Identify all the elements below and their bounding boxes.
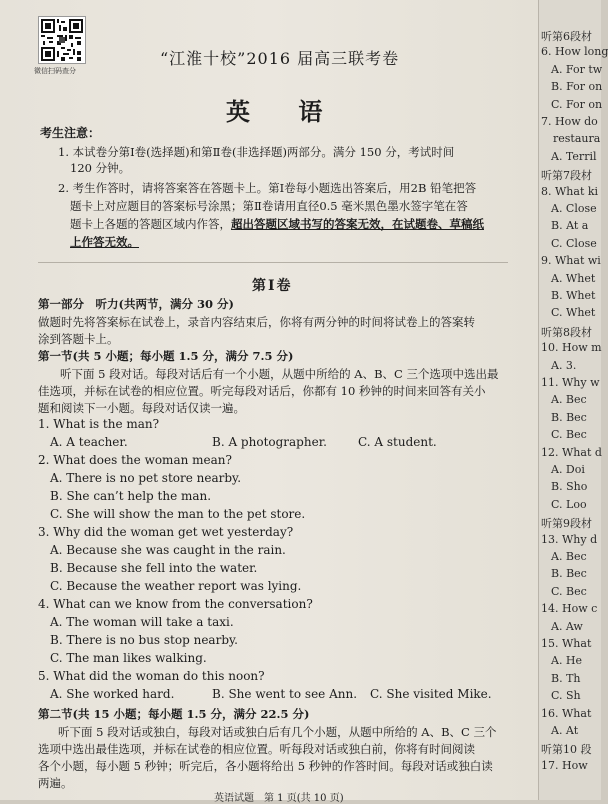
- q2-option-c[interactable]: C. She will show the man to the pet store.: [50, 507, 306, 521]
- adjacent-page-line: B. Bec: [551, 410, 587, 424]
- q1-option-a[interactable]: A. A teacher.: [50, 435, 128, 449]
- section2-line2: 选项中选出最佳选项，并标在试卷的相应位置。听每段对话或独白前，你将有时间阅读: [38, 742, 475, 756]
- adjacent-page-line: B. At a: [551, 219, 589, 233]
- question-5: 5. What did the woman do this noon?: [38, 669, 265, 683]
- notice-item2-line3: [70, 216, 484, 232]
- adjacent-page-line: 听第10 段: [541, 743, 592, 757]
- adjacent-page-line: A. Terril: [551, 149, 597, 163]
- adjacent-page-line: 11. Why w: [541, 376, 600, 389]
- adjacent-page-line: 听第6段材: [541, 30, 592, 43]
- adjacent-page-line: A. Doi: [551, 463, 585, 476]
- page-footer: 英语试题 第 1 页(共 10 页): [214, 793, 344, 804]
- part1-heading: 第一部分 听力(共两节，满分 30 分): [38, 297, 234, 311]
- adjacent-page-line: 13. Why d: [541, 532, 598, 546]
- adjacent-page-line: C. Bec: [551, 428, 587, 442]
- adjacent-page-line: B. Sho: [551, 480, 588, 494]
- section2-line3: 各个小题，每小题 5 秒钟；听完后，各小题将给出 5 秒钟的作答时间。每段对话或独白读: [38, 759, 493, 773]
- adjacent-page-line: C. Sh: [551, 689, 581, 703]
- q3-option-b[interactable]: B. Because she fell into the water.: [50, 561, 258, 575]
- exam-title: “江淮十校”2016 届高三联考卷: [160, 49, 400, 68]
- q3-option-a[interactable]: A. Because she was caught in the rain.: [50, 543, 286, 557]
- adjacent-page-edge: [538, 0, 608, 800]
- volume-title: 第Ⅰ卷: [252, 278, 293, 294]
- q2-option-b[interactable]: B. She can’t help the man.: [50, 489, 212, 503]
- adjacent-page-line: 14. How c: [541, 602, 598, 616]
- adjacent-page-line: A. Whet: [551, 271, 596, 285]
- section1-line2: 佳选项，并标在试卷的相应位置。听完每段对话后，你都有 10 秒钟的时间来回答有关小: [38, 384, 486, 398]
- adjacent-page-line: 17. How: [541, 758, 588, 772]
- question-2: 2. What does the woman mean?: [38, 453, 232, 467]
- adjacent-page-line: C. Bec: [551, 584, 587, 598]
- section2-heading: 第二节(共 15 小题；每小题 1.5 分，满分 22.5 分): [38, 707, 310, 721]
- section1-line1: 听下面 5 段对话。每段对话后有一个小题，从题中所给的 A、B、C 三个选项中选出最: [60, 367, 499, 381]
- adjacent-page-line: A. Close: [551, 202, 597, 215]
- adjacent-page-line: 6. How long: [541, 45, 608, 59]
- adjacent-page-line: A. For tw: [551, 62, 603, 76]
- adjacent-page-line: C. Whet: [551, 306, 596, 320]
- qr-code-icon[interactable]: [38, 16, 86, 64]
- q5-option-a[interactable]: A. She worked hard.: [50, 687, 175, 701]
- section1-line3: 题和阅读下一小题。每段对话仅读一遍。: [38, 401, 245, 415]
- question-1: 1. What is the man?: [38, 417, 160, 431]
- notice-heading: 考生注意：: [40, 126, 101, 140]
- section2-line1: 听下面 5 段对话或独白，每段对话或独白后有几个小题，从题中所给的 A、B、C 三个: [58, 725, 497, 739]
- adjacent-page-line: B. Th: [551, 671, 581, 685]
- q5-option-c[interactable]: C. She visited Mike.: [370, 687, 492, 701]
- notice-item2-line2: 题卡上对应题目的答案标号涂黑；第Ⅱ卷请用直径0.5 毫米黑色墨水签字笔在答: [70, 199, 468, 213]
- q4-option-a[interactable]: A. The woman will take a taxi.: [50, 615, 234, 629]
- notice-item2-line4: 上作答无效。: [70, 235, 139, 249]
- notice-item2-line1: 2. 考生作答时，请将答案答在答题卡上。第Ⅰ卷每小题选出答案后，用2B 铅笔把答: [58, 181, 477, 195]
- adjacent-page-line: 听第7段材: [541, 169, 592, 183]
- notice-item1-line2: 120 分钟。: [70, 161, 131, 175]
- adjacent-page-line: A. Aw: [551, 619, 583, 633]
- adjacent-page-line: 15. What: [541, 637, 592, 650]
- notice-item2-line3-a: 题卡上各题的答题区域内作答，: [70, 217, 231, 231]
- adjacent-page-line: C. For on: [551, 97, 603, 111]
- q4-option-b[interactable]: B. There is no bus stop nearby.: [50, 633, 238, 647]
- question-4: 4. What can we know from the conversation?: [38, 597, 313, 611]
- part1-intro-line2: 涂到答题卡上。: [38, 332, 119, 346]
- section2-line4: 两遍。: [38, 776, 73, 790]
- adjacent-page-line: 8. What ki: [541, 184, 599, 198]
- q3-option-c[interactable]: C. Because the weather report was lying.: [50, 579, 302, 593]
- adjacent-page-line: B. Bec: [551, 567, 587, 581]
- adjacent-page-line: C. Loo: [551, 497, 587, 511]
- notice-item1-line1: 1. 本试卷分第Ⅰ卷(选择题)和第Ⅱ卷(非选择题)两部分。满分 150 分，考试时间: [58, 145, 455, 159]
- adjacent-page-line: A. Bec: [551, 393, 587, 407]
- notice-warning-text: 超出答题区域书写的答案无效，在试题卷、草稿纸: [231, 217, 484, 231]
- subject-title: 英 语: [226, 97, 343, 126]
- adjacent-page-line: B. Whet: [551, 289, 596, 302]
- adjacent-page-line: A. 3.: [551, 358, 577, 372]
- adjacent-page-line: 9. What wi: [541, 254, 601, 268]
- q4-option-c[interactable]: C. The man likes walking.: [50, 651, 207, 665]
- adjacent-page-line: C. Close: [551, 236, 597, 250]
- part1-intro-line1: 做题时先将答案标在试卷上，录音内容结束后，你将有两分钟的时间将试卷上的答案转: [38, 315, 475, 329]
- adjacent-page-line: A. He: [551, 654, 583, 668]
- q5-option-b[interactable]: B. She went to see Ann.: [212, 687, 358, 701]
- q2-option-a[interactable]: A. There is no pet store nearby.: [50, 471, 242, 485]
- adjacent-page-line: B. For on: [551, 80, 603, 94]
- section1-heading: 第一节(共 5 小题；每小题 1.5 分，满分 7.5 分): [38, 349, 294, 363]
- qr-caption: 微信扫码查分: [34, 67, 76, 75]
- question-3: 3. Why did the woman get wet yesterday?: [38, 525, 294, 539]
- divider: [38, 262, 508, 263]
- adjacent-page-line: 7. How do: [541, 115, 598, 128]
- adjacent-page-line: A. Bec: [551, 550, 587, 563]
- q1-option-b[interactable]: B. A photographer.: [212, 435, 327, 449]
- adjacent-page-line: 听第9段材: [541, 517, 592, 531]
- adjacent-page-line: 16. What: [541, 706, 592, 720]
- adjacent-page-line: A. At: [551, 724, 579, 737]
- adjacent-page-line: 10. How m: [541, 341, 602, 355]
- adjacent-page-line: 听第8段材: [541, 325, 592, 339]
- adjacent-page-line: 12. What d: [541, 445, 602, 459]
- adjacent-page-line: restaura: [553, 132, 601, 146]
- q1-option-c[interactable]: C. A student.: [358, 435, 437, 449]
